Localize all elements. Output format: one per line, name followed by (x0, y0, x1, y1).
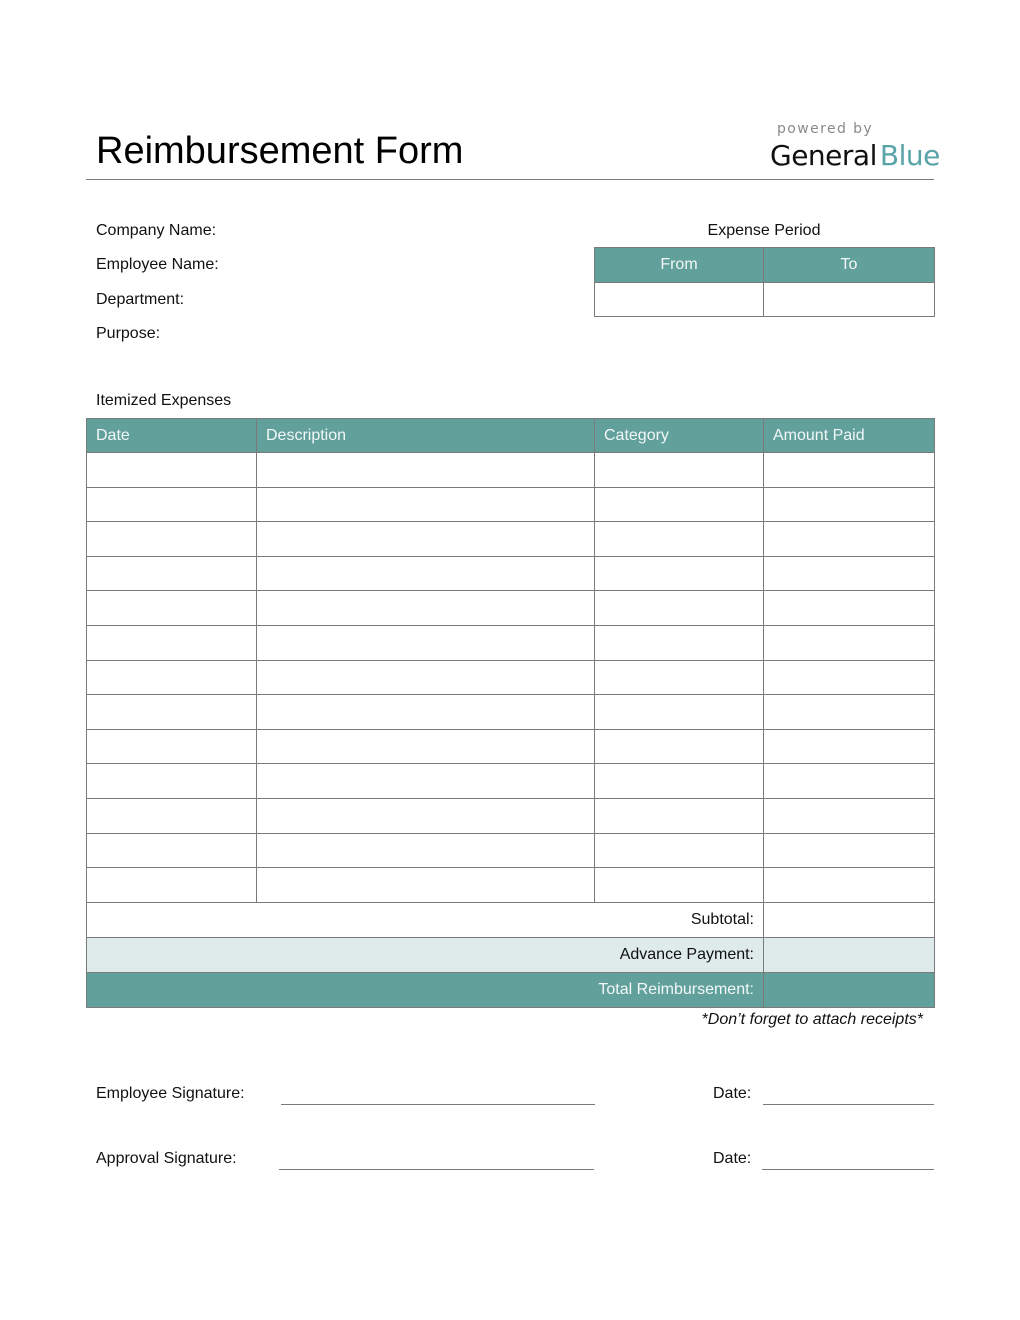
date-cell[interactable] (87, 660, 257, 695)
column-header-description: Description (257, 419, 595, 453)
category-cell[interactable] (595, 625, 764, 660)
amount-paid-cell[interactable] (764, 798, 935, 833)
description-cell[interactable] (257, 591, 595, 626)
amount-paid-cell[interactable] (764, 764, 935, 799)
table-row (87, 695, 935, 730)
description-cell[interactable] (257, 729, 595, 764)
table-row (87, 556, 935, 591)
date-cell[interactable] (87, 868, 257, 903)
date-cell[interactable] (87, 556, 257, 591)
itemized-expenses-table (86, 418, 935, 1008)
amount-paid-cell[interactable] (764, 453, 935, 488)
employee-signature-label: Employee Signature: (96, 1085, 245, 1102)
subtotal-value[interactable] (764, 902, 935, 937)
description-cell[interactable] (257, 764, 595, 799)
employee-date-label: Date: (713, 1085, 752, 1102)
description-cell[interactable] (257, 660, 595, 695)
approval-date-line[interactable] (762, 1169, 934, 1170)
advance-payment-row (87, 937, 935, 972)
category-cell[interactable] (595, 660, 764, 695)
table-row (87, 487, 935, 522)
table-row (87, 798, 935, 833)
advance-payment-value[interactable] (764, 937, 935, 972)
description-cell[interactable] (257, 695, 595, 730)
amount-paid-cell[interactable] (764, 868, 935, 903)
table-row (87, 868, 935, 903)
date-cell[interactable] (87, 625, 257, 660)
total-reimbursement-value[interactable] (764, 972, 935, 1007)
table-row (87, 729, 935, 764)
department-field[interactable] (200, 286, 570, 312)
date-cell[interactable] (87, 833, 257, 868)
page-title: Reimbursement Form (96, 130, 464, 172)
expense-period-table (594, 247, 935, 317)
brand-logo (770, 139, 940, 173)
date-cell[interactable] (87, 729, 257, 764)
description-cell[interactable] (257, 625, 595, 660)
date-cell[interactable] (87, 453, 257, 488)
category-cell[interactable] (595, 522, 764, 557)
period-header-from: From (595, 248, 764, 283)
header-divider (86, 179, 934, 180)
category-cell[interactable] (595, 591, 764, 626)
period-to-field[interactable] (764, 283, 935, 317)
category-cell[interactable] (595, 487, 764, 522)
category-cell[interactable] (595, 695, 764, 730)
approval-signature-line[interactable] (279, 1169, 594, 1170)
amount-paid-cell[interactable] (764, 695, 935, 730)
category-cell[interactable] (595, 556, 764, 591)
amount-paid-cell[interactable] (764, 625, 935, 660)
amount-paid-cell[interactable] (764, 660, 935, 695)
table-row (87, 453, 935, 488)
department-label: Department: (96, 291, 185, 308)
advance-payment-label: Advance Payment: (87, 937, 764, 972)
column-header-date: Date (87, 419, 257, 453)
description-cell[interactable] (257, 798, 595, 833)
amount-paid-cell[interactable] (764, 729, 935, 764)
category-cell[interactable] (595, 453, 764, 488)
table-header-row (87, 419, 935, 453)
column-header-amount-paid: Amount Paid (764, 419, 935, 453)
total-reimbursement-row (87, 972, 935, 1007)
period-header-to: To (764, 248, 935, 283)
date-cell[interactable] (87, 487, 257, 522)
amount-paid-cell[interactable] (764, 833, 935, 868)
company-name-label: Company Name: (96, 222, 217, 239)
purpose-field[interactable] (170, 320, 570, 346)
description-cell[interactable] (257, 868, 595, 903)
date-cell[interactable] (87, 522, 257, 557)
category-cell[interactable] (595, 729, 764, 764)
table-row (87, 591, 935, 626)
table-row (87, 764, 935, 799)
approval-signature-label: Approval Signature: (96, 1150, 237, 1167)
amount-paid-cell[interactable] (764, 556, 935, 591)
description-cell[interactable] (257, 453, 595, 488)
brand-blue-text: Blue (879, 139, 940, 172)
date-cell[interactable] (87, 591, 257, 626)
category-cell[interactable] (595, 833, 764, 868)
purpose-label: Purpose: (96, 325, 161, 342)
amount-paid-cell[interactable] (764, 487, 935, 522)
column-header-category: Category (595, 419, 764, 453)
employee-signature-line[interactable] (281, 1104, 595, 1105)
date-cell[interactable] (87, 764, 257, 799)
date-cell[interactable] (87, 695, 257, 730)
subtotal-row (87, 902, 935, 937)
powered-by-label: powered by (777, 121, 874, 137)
description-cell[interactable] (257, 522, 595, 557)
total-reimbursement-label: Total Reimbursement: (87, 972, 764, 1007)
itemized-expenses-title: Itemized Expenses (96, 392, 232, 409)
employee-name-label: Employee Name: (96, 256, 219, 273)
table-row (87, 660, 935, 695)
period-from-field[interactable] (595, 283, 764, 317)
receipts-note: *Don’t forget to attach receipts* (701, 1011, 923, 1028)
description-cell[interactable] (257, 487, 595, 522)
amount-paid-cell[interactable] (764, 522, 935, 557)
category-cell[interactable] (595, 764, 764, 799)
table-row (87, 522, 935, 557)
amount-paid-cell[interactable] (764, 591, 935, 626)
employee-name-field[interactable] (232, 251, 572, 277)
description-cell[interactable] (257, 833, 595, 868)
category-cell[interactable] (595, 868, 764, 903)
date-cell[interactable] (87, 798, 257, 833)
approval-date-label: Date: (713, 1150, 752, 1167)
employee-date-line[interactable] (763, 1104, 934, 1105)
company-name-field[interactable] (230, 217, 570, 243)
brand-general-text: General (770, 139, 877, 172)
category-cell[interactable] (595, 798, 764, 833)
subtotal-label: Subtotal: (87, 902, 764, 937)
table-row (87, 833, 935, 868)
description-cell[interactable] (257, 556, 595, 591)
table-row (87, 625, 935, 660)
expense-period-title: Expense Period (707, 222, 821, 239)
